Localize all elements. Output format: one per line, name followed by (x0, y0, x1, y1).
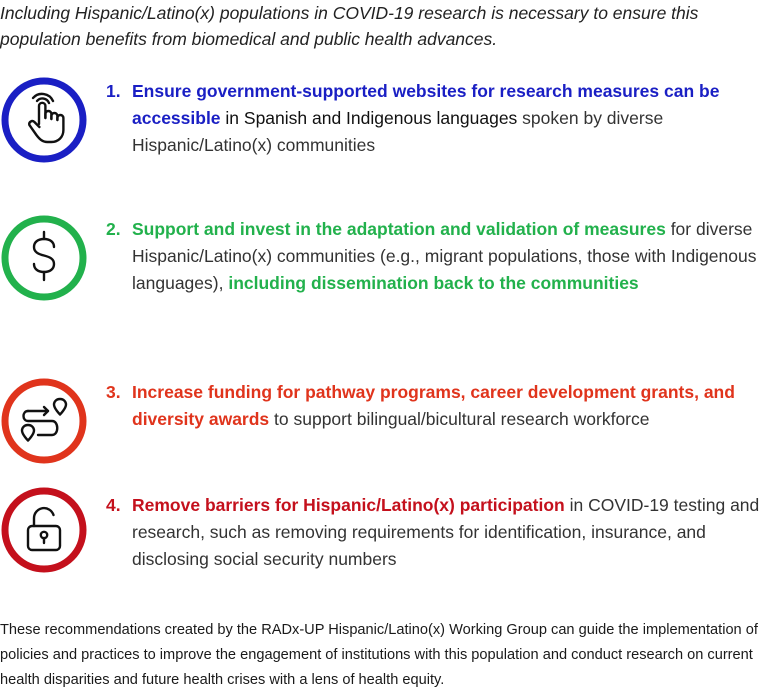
recommendation-rest: in COVID-19 testing and research, such as removing requirements for identification, insurance, and disclosing social security numbers (132, 495, 760, 569)
recommendation-rest: to support bilingual/bicultural research workforce (269, 409, 650, 429)
closing-paragraph: These recommendations created by the RADx-UP Hispanic/Latino(x) Working Group can guide the implementation of policies and practices to improve the engagement of institutions with this population and conduct research on current health disparities and future health crises with a lens of health equity. (0, 622, 758, 688)
recommendation-highlight: Ensure government-supported websites for research measures can be accessible (132, 81, 720, 128)
recommendation-number: 1. (106, 81, 121, 101)
recommendation-highlight: Increase funding for pathway programs, career development grants, and diversity awards (132, 382, 735, 429)
recommendation-number: 2. (106, 219, 121, 239)
recommendation-rest: spoken by diverse Hispanic/Latino(x) communities (132, 108, 664, 155)
recommendation-rest: for diverse Hispanic/Latino(x) communities (e.g., migrant populations, those with Indigenous languages), (132, 219, 757, 293)
recommendation-highlight-2: including dissemination back to the communities (228, 273, 639, 293)
route-icon (0, 377, 88, 465)
recommendation-highlight: Remove barriers for Hispanic/Latino(x) participation (132, 495, 565, 515)
recommendation-number: 4. (106, 495, 121, 515)
intro-text: Including Hispanic/Latino(x) populations in COVID-19 research is necessary to ensure this population benefits from biomedical and public health advances. (0, 3, 699, 49)
recommendation-text (132, 379, 778, 433)
recommendation-text (132, 492, 778, 573)
recommendation-number: 3. (106, 382, 121, 402)
unlock-icon (0, 486, 88, 574)
recommendation-text (132, 216, 778, 297)
recommendation-highlight: Support and invest in the adaptation and validation of measures (132, 219, 666, 239)
touch-hand-icon (0, 76, 88, 164)
recommendation-detail: in Spanish and Indigenous languages (220, 108, 518, 128)
recommendation-text (132, 78, 778, 159)
dollar-sign-icon (0, 214, 88, 302)
